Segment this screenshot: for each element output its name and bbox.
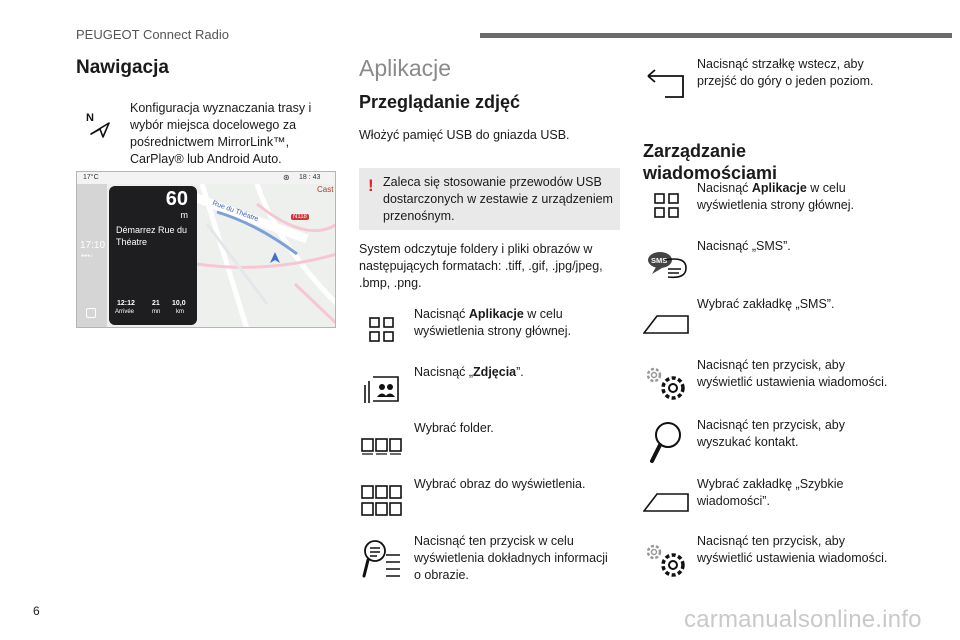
sms-icon [646,250,688,280]
navigation-description: Konfiguracja wyznaczania trasy i wybór miejsca docelowego za pośrednictwem MirrorLink™, CarPlay® lub Android Auto. [130,101,312,166]
messages-step-7: Nacisnąć ten przycisk, aby wyświetlić ustawienia wiadomości. [697,534,888,565]
image-grid-icon [361,485,403,517]
photos-heading: Przeglądanie zdjęć [359,92,521,112]
back-arrow-icon [645,66,687,100]
road-badge: N118 [293,214,307,220]
navigation-panel [109,186,197,325]
temperature: 17°C [83,174,99,181]
side-clock: 17:10 [80,240,106,251]
header-bar [480,33,952,38]
status-time: 18 : 43 [299,174,321,181]
messages-step-6: Wybrać zakładkę „Szybkie wiadomości”. [697,477,844,508]
usb-note-text: Zaleca się stosowanie przewodów USB dostarczonych w zestawie z urządzeniem przenośnym. [383,175,613,223]
svg-text:N: N [86,112,94,124]
usb-note-box [359,168,620,230]
warning-icon: ! [368,176,374,195]
messages-heading: Zarządzanie wiadomościami [643,141,778,183]
arrival-time: 12:12 [117,300,135,307]
settings-gears-icon [644,541,688,581]
status-bar [77,172,336,184]
messages-step-1: Nacisnąć Aplikacje w celu wyświetlenia strony głównej. [697,181,855,212]
messages-step-5: Nacisnąć ten przycisk, aby wyszukać kontakt. [697,418,845,449]
km-value: 10,0 [172,300,186,307]
arrival-label: Arrivée [115,309,135,315]
distance-unit: m [180,210,188,220]
home-square-icon [86,308,96,318]
messages-step-4: Nacisnąć ten przycisk, aby wyświetlić ustawienia wiadomości. [697,358,888,389]
apps-grid-icon [654,193,680,219]
photos-icon [363,374,401,404]
instruction-text: Démarrez Rue du Théatre [116,225,188,247]
navigation-heading: Nawigacja [76,57,169,78]
minutes-value: 21 [152,300,160,307]
usb-intro: Włożyć pamięć USB do gniazda USB. [359,128,570,142]
watermark: carmanualsonline.info [684,606,922,633]
apps-step-3: Wybrać folder. [414,421,494,435]
distance-value: 60 [165,188,188,210]
apps-step-1: Nacisnąć Aplikacje w celu wyświetlenia strony głównej. [414,307,572,338]
apps-step-4: Wybrać obraz do wyświetlenia. [414,477,586,491]
navigation-arrow-icon [86,110,112,138]
gps-icon: ⊛ [283,173,290,182]
tab-icon [643,314,689,334]
apps-grid-icon [369,317,395,343]
running-header: PEUGEOT Connect Radio [76,27,229,42]
apps-step-5: Nacisnąć ten przycisk w celu wyświetlenia dokładnych informacji o obrazie. [414,534,608,582]
screen-side-bar [77,184,107,328]
messages-step-3: Wybrać zakładkę „SMS”. [697,297,835,311]
svg-text:SMS: SMS [651,256,668,265]
position-arrow [270,252,280,263]
minutes-label: mn [152,309,161,315]
km-label: km [176,309,184,315]
street-label: Rue du Théatre [211,199,260,224]
place-label: Cast [317,185,334,194]
search-icon [648,420,684,464]
image-formats-text: System odczytuje foldery i pliki obrazów w następujących formatach: .tiff, .gif, .jpg/jpeg, .bmp, .png. [359,242,603,290]
car-display-screenshot [76,171,336,328]
tab-icon [643,492,689,512]
folder-view-icon [361,437,403,455]
settings-gears-icon [644,364,688,404]
apps-heading: Aplikacje [359,55,452,81]
messages-step-2: Nacisnąć „SMS”. [697,239,791,253]
back-arrow-text: Nacisnąć strzałkę wstecz, aby przejść do góry o jeden poziom. [697,57,874,88]
page-number: 6 [33,604,40,618]
signal-dots: ●●●○ [81,253,94,259]
apps-step-2: Nacisnąć „Zdjęcia”. [414,365,524,379]
image-info-icon [362,538,402,580]
